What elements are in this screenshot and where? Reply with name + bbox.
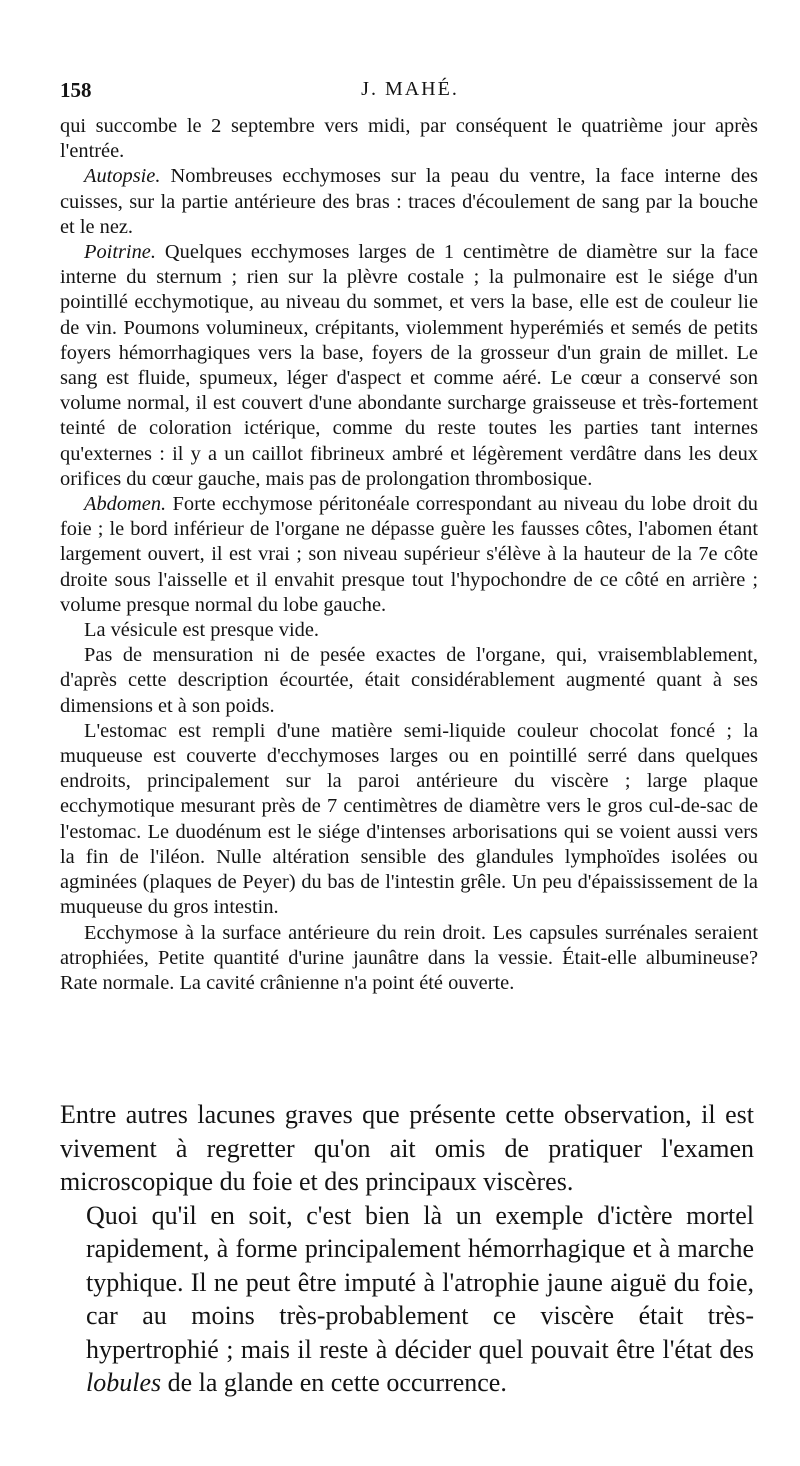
commentary-paragraph-2-start: Quoi qu'il en soit, c'est bien là un exemple d'ictère mortel rapidement, à forme principalement hémorrhagique et à marche typhique. Il ne peut être imputé à l'atrophie jaune aiguë du foie, car au moins très-probablement ce viscère était très-hypertrophié ; mais il reste à décider quel pouvait être l'état des bbox=[86, 1200, 754, 1364]
running-head: J. MAHÉ. bbox=[361, 78, 459, 100]
abdomen-heading: Abdomen. bbox=[84, 493, 167, 516]
lobules-emphasis: lobules bbox=[86, 1368, 162, 1397]
page-number: 158 bbox=[60, 78, 92, 102]
poitrine-text: Quelques ecchymoses larges de 1 centimètre de diamètre sur la face interne du sternum ; rien sur la plèvre costale ; la pulmonaire est le siége d'un pointillé ecchymotique, au niveau du sommet, et vers la base, elle est de couleur lie de vin. Poumons volumineux, crépitants, violemment hyperémiés et semés de petits foyers hémorrhagiques vers la base, foyers de la grosseur d'un grain de millet. Le sang est fluide, spumeux, léger d'aspect et comme aéré. Le cœur a conservé son volume normal, il est couvert d'une abondante surcharge graisseuse et très-fortement teinté de coloration ictérique, comme du reste toutes les parties tant internes qu'externes : il y a un caillot fibrineux ambré et légèrement verdâtre dans les deux orifices du cœur gauche, mais pas de prolongation thrombosique. bbox=[60, 241, 758, 490]
mensuration-paragraph: Pas de mensuration ni de pesée exactes de l'organe, qui, vraisemblablement, d'après cette description écourtée, était considérablement augmenté quant à ses dimensions et à son poids. bbox=[60, 644, 758, 717]
autopsie-paragraph bbox=[60, 164, 758, 240]
autopsie-heading: Autopsie. bbox=[84, 165, 161, 188]
commentary-text bbox=[60, 1098, 754, 1400]
abdomen-text: Forte ecchymose péritonéale correspondant au niveau du lobe droit du foie ; le bord inférieur de l'organe ne dépasse guère les fausses côtes, l'abomen étant largement ouvert, il est vrai ; son niveau supérieur s'élève à la hauteur de la 7e côte droite sous l'aisselle et il envahit presque tout l'hypochondre de ce côté en arrière ; volume presque normal du lobe gauche. bbox=[60, 493, 758, 616]
vesicule-paragraph: La vésicule est presque vide. bbox=[84, 619, 319, 642]
poitrine-paragraph bbox=[60, 240, 758, 492]
poitrine-heading: Poitrine. bbox=[84, 241, 156, 264]
observation-paragraph-intro: qui succombe le 2 septembre vers midi, par conséquent le quatrième jour après l'entrée. bbox=[60, 115, 758, 163]
rein-paragraph: Ecchymose à la surface antérieure du rein droit. Les capsules surrénales seraient atrophiées, Petite quantité d'urine jaunâtre dans la vessie. Était-elle albumineuse? Rate normale. La cavité crânienne n'a point été ouverte. bbox=[60, 921, 758, 994]
estomac-paragraph: L'estomac est rempli d'une matière semi-liquide couleur chocolat foncé ; la muqueuse est couverte d'ecchymoses larges ou en pointillé serré dans quelques endroits, principalement sur la paroi antérieure du viscère ; large plaque ecchymotique mesurant près de 7 centimètres de diamètre vers le gros cul-de-sac de l'estomac. Le duodénum est le siége d'intenses arborisations qui se voient aussi vers la fin de l'iléon. Nulle altération sensible des glandules lymphoïdes isolées ou agminées (plaques de Peyer) du bas de l'intestin grêle. Un peu d'épaississement de la muqueuse du gros intestin. bbox=[60, 719, 758, 919]
abdomen-paragraph bbox=[60, 492, 758, 618]
observation-text bbox=[60, 114, 758, 996]
autopsie-text: Nombreuses ecchymoses sur la peau du ventre, la face interne des cuisses, sur la partie antérieure des bras : traces d'écoulement de sang par la bouche et le nez. bbox=[60, 165, 758, 238]
commentary-paragraph-2 bbox=[86, 1199, 754, 1400]
commentary-paragraph-1: Entre autres lacunes graves que présente cette observation, il est vivement à regretter qu'on ait omis de pratiquer l'examen microscopique du foie et des principaux viscères. bbox=[60, 1100, 754, 1196]
page-header bbox=[60, 78, 760, 108]
commentary-paragraph-2-end: de la glande en cette occurrence. bbox=[161, 1368, 507, 1397]
